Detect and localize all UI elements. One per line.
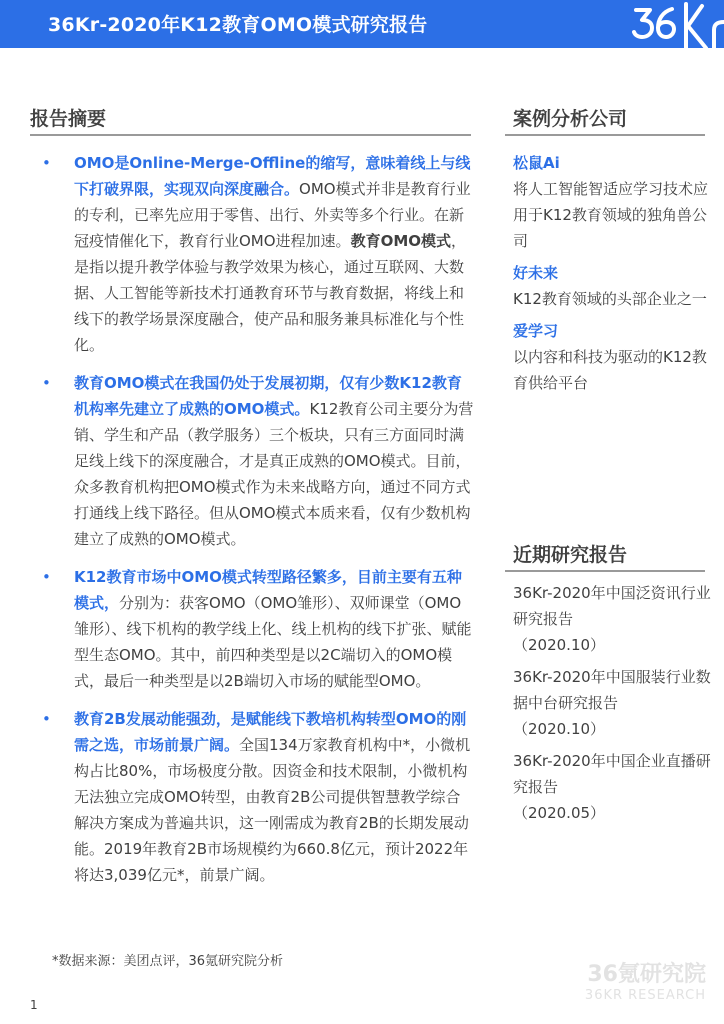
summary-bullet-list — [30, 150, 474, 900]
recent-reports-list — [513, 580, 713, 832]
bullet-body-text: K12教育公司主要分为营销、学生和产品（教学服务）三个板块，只有三方面同时满足线上线下的深度融合，才是真正成熟的OMO模式。目前，众多教育机构把OMO模式作为未来战略方向，通过不同方式打通线上线下路径。但从OMO模式本质来看，仅有少数机构建立了成熟的OMO模式。 — [74, 400, 474, 548]
cases-divider — [505, 134, 705, 136]
bullet-lead-text: 教育OMO模式在我国仍处于发展初期，仅有少数K12教育机构率先建立了成熟的OMO模式。 — [74, 374, 462, 418]
recent-report-item[interactable] — [513, 748, 713, 826]
summary-bullet-item — [30, 564, 474, 694]
page-number: 1 — [30, 998, 38, 1012]
case-company-name: 松鼠Ai — [513, 154, 560, 172]
page-header — [0, 0, 724, 48]
case-list — [513, 150, 713, 402]
case-item — [513, 260, 713, 312]
recent-reports-section-title: 近期研究报告 — [513, 544, 628, 566]
summary-bullet-item — [30, 370, 474, 552]
bullet-icon: • — [42, 568, 51, 586]
watermark-line-1: 36氪研究院 — [587, 962, 706, 987]
bullet-body-text: 分别为：获客OMO（OMO雏形）、双师课堂（OMO雏形）、线下机构的教学线上化、线上机构的线下扩张、赋能型生态OMO。其中，前四种类型是以2C端切入的OMO模式，最后一种类型是以2B端切入市场的赋能型OMO。 — [74, 594, 472, 690]
bullet-bold-term: 教育OMO模式 — [350, 232, 451, 250]
report-date: （2020.10） — [513, 720, 606, 738]
summary-bullet-item — [30, 150, 474, 358]
summary-section-title: 报告摘要 — [30, 108, 107, 130]
bullet-body-text: ，是指以提升教学体验与教学效果为核心，通过互联网、大数据、人工智能等新技术打通教育环节与教育数据，将线上和线下的教学场景深度融合，使产品和服务兼具标准化与个性化。 — [74, 232, 467, 354]
watermark — [585, 962, 706, 1004]
report-title: 36Kr-2020年K12教育OMO模式研究报告 — [48, 14, 428, 36]
36kr-logo-icon — [628, 0, 724, 48]
report-name: 36Kr-2020年中国企业直播研究报告 — [513, 752, 711, 796]
cases-section-title: 案例分析公司 — [513, 108, 628, 130]
watermark-line-2: 36KR RESEARCH — [584, 988, 706, 1003]
bullet-body-text: OMO模式并非是教育行业的专利，已率先应用于零售、出行、外卖等多个行业。在新冠疫情催化下，教育行业OMO进程加速。 — [74, 180, 471, 250]
bullet-lead-text: 教育2B发展动能强劲，是赋能线下教培机构转型OMO的刚需之选，市场前景广阔。 — [74, 710, 467, 754]
case-company-desc: 将人工智能智适应学习技术应用于K12教育领域的独角兽公司 — [513, 180, 709, 250]
report-name: 36Kr-2020年中国泛资讯行业研究报告 — [513, 584, 711, 628]
bullet-icon: • — [42, 374, 51, 392]
bullet-lead-text: K12教育市场中OMO模式转型路径繁多，目前主要有五种模式， — [74, 568, 462, 612]
report-name: 36Kr-2020年中国服装行业数据中台研究报告 — [513, 668, 711, 712]
bullet-body-text: 全国134万家教育机构中*，小微机构占比80%，市场极度分散。因资金和技术限制，小微机构无法独立完成OMO转型，由教育2B公司提供智慧教学综合解决方案成为普遍共识，这一刚需成为教育2B的长期发展动能。2019年教育2B市场规模约为660.8亿元，预计2022年将达3,039亿元*，前景广阔。 — [74, 736, 471, 884]
recent-reports-divider — [505, 570, 705, 572]
case-company-desc: 以内容和科技为驱动的K12教育供给平台 — [513, 348, 707, 392]
summary-bullet-item — [30, 706, 474, 888]
recent-report-item[interactable] — [513, 664, 713, 742]
case-company-name: 爱学习 — [513, 322, 559, 340]
summary-divider — [30, 134, 471, 136]
bullet-icon: • — [42, 154, 51, 172]
bullet-icon: • — [42, 710, 51, 728]
case-company-name: 好未来 — [513, 264, 559, 282]
case-item — [513, 318, 713, 396]
bullet-lead-text: OMO是Online-Merge-Offline的缩写，意味着线上与线下打破界限，实现双向深度融合。 — [74, 154, 471, 198]
report-date: （2020.10） — [513, 636, 606, 654]
case-company-desc: K12教育领域的头部企业之一 — [513, 290, 707, 308]
data-source-footnote: *数据来源：美团点评，36氪研究院分析 — [52, 954, 284, 969]
case-item — [513, 150, 713, 254]
recent-report-item[interactable] — [513, 580, 713, 658]
report-date: （2020.05） — [513, 804, 606, 822]
